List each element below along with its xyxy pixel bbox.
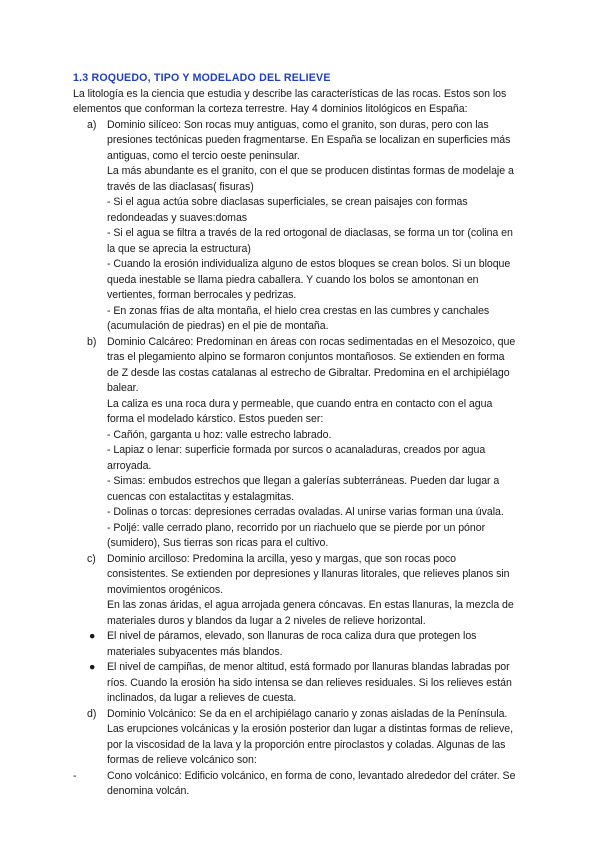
section-heading: 1.3 ROQUEDO, TIPO Y MODELADO DEL RELIEVE bbox=[73, 72, 331, 84]
bullet-marker: ● bbox=[89, 661, 96, 673]
item-line: La caliza es una roca dura y permeable, que cuando entra en contacto con el agua forma el modelado kárstico. Estos pueden ser: bbox=[107, 397, 493, 425]
item-line: - Dolinas o torcas: depresiones cerradas ovaladas. Al unirse varias forman una úvala. bbox=[107, 506, 504, 518]
item-line: La más abundante es el granito, con el que se producen distintas formas de modelaje a través de las diaclasas( fisuras) bbox=[107, 165, 514, 193]
bullet-item-campinas bbox=[73, 660, 516, 707]
bullet-text: El nivel de páramos, elevado, son llanuras de roca caliza dura que protegen los materiales subyacentes más blandos. bbox=[107, 630, 477, 658]
list-item-d bbox=[73, 707, 516, 769]
list-marker: a) bbox=[87, 118, 97, 131]
bullet-item-paramos bbox=[73, 629, 516, 660]
list-marker: b) bbox=[87, 335, 97, 348]
list-item-b bbox=[73, 335, 516, 552]
item-line: - Simas: embudos estrechos que llegan a galerías subterráneas. Pueden dar lugar a cuencas con estalactitas y estalagmitas. bbox=[107, 475, 500, 503]
dash-marker: - bbox=[73, 769, 77, 782]
item-line: - Cuando la erosión individualiza alguno de estos bloques se crean bolos. Si un bloque queda inestable se llama piedra caballera. Y cuando los bolos se amontonan en vertientes, forman berrocales y pedrizas. bbox=[107, 258, 511, 301]
item-text: Dominio Volcánico: Se da en el archipiélago canario y zonas aisladas de la Península. Las erupciones volcánicas y la erosión posterior dan lugar a distintas formas de relieve, por la viscosidad de la lava y la proporción entre piroclastos y coladas. Algunas de las formas de relieve volcánico son: bbox=[107, 707, 513, 766]
dash-item-cono bbox=[73, 769, 516, 800]
item-line: - Cañón, garganta u hoz: valle estrecho labrado. bbox=[107, 428, 332, 441]
item-text: Dominio arcilloso: Predomina la arcilla, yeso y margas, que son rocas poco consistentes. Se extienden por depresiones y llanuras litorales, que relieves planos sin movimientos orogénicos. bbox=[107, 552, 510, 596]
dash-item-text: Cono volcánico: Edificio volcánico, en forma de cono, levantado alrededor del cráter. Se denomina volcán. bbox=[107, 769, 516, 797]
item-line: - En zonas fŕias de alta montaña, el hielo crea crestas en las cumbres y canchales (acumulación de piedras) en el pie de montaña. bbox=[107, 304, 490, 332]
item-line: - Poljé: valle cerrado plano, recorrido por un riachuelo que se pierde por un pónor (sumidero), Sus tierras son ricas para el cultivo. bbox=[107, 521, 486, 549]
bullet-marker: ● bbox=[89, 630, 96, 642]
item-line: - Lapiaz o lenar: superficie formada por surcos o acanaladuras, creados por agua arroyada. bbox=[107, 444, 486, 472]
item-text: Dominio silíceo: Son rocas muy antiguas, como el granito, son duras, pero con las presiones tectónicas pueden fragmentarse. En España se localizan en superficies más antiguas, como el tercio oeste peninsular. bbox=[107, 118, 511, 162]
item-line: En las zonas áridas, el agua arrojada genera cóncavas. En estas llanuras, la mezcla de materiales duros y blandos da lugar a 2 niveles de relieve horizontal. bbox=[107, 599, 514, 627]
item-line: - Si el agua se filtra a través de la red ortogonal de diaclasas, se forma un tor (colina en la que se aprecia la estructura) bbox=[107, 227, 513, 255]
list-item-c bbox=[73, 552, 516, 630]
list-marker: c) bbox=[87, 552, 96, 565]
item-text: Dominio Calcáreo: Predominan en áreas con rocas sedimentadas en el Mesozoico, que tras el plegamiento alpino se formaron conjuntos montañosos. Se extienden en forma de Z desde las costas catalanas al estrecho de Gibraltar. Predomina en el archipiélago balear. bbox=[107, 335, 516, 394]
bullet-text: El nivel de campiñas, de menor altitud, está formado por llanuras blandas labradas por ríos. Cuando la erosión ha sido intensa se dan relieves residuales. Si los relieves están inclinados, da lugar a relieves de cuesta. bbox=[107, 661, 512, 704]
list-item-a bbox=[73, 118, 516, 335]
list-marker: d) bbox=[87, 707, 97, 720]
intro-paragraph: La litología es la ciencia que estudia y describe las características de las rocas. Estos son los elementos que conforman la corteza terrestre. Hay 4 dominios litológicos en España: bbox=[73, 87, 507, 115]
item-line: - Si el agua actúa sobre diaclasas superficiales, se crean paisajes con formas redondeadas y suaves:domas bbox=[107, 196, 468, 224]
